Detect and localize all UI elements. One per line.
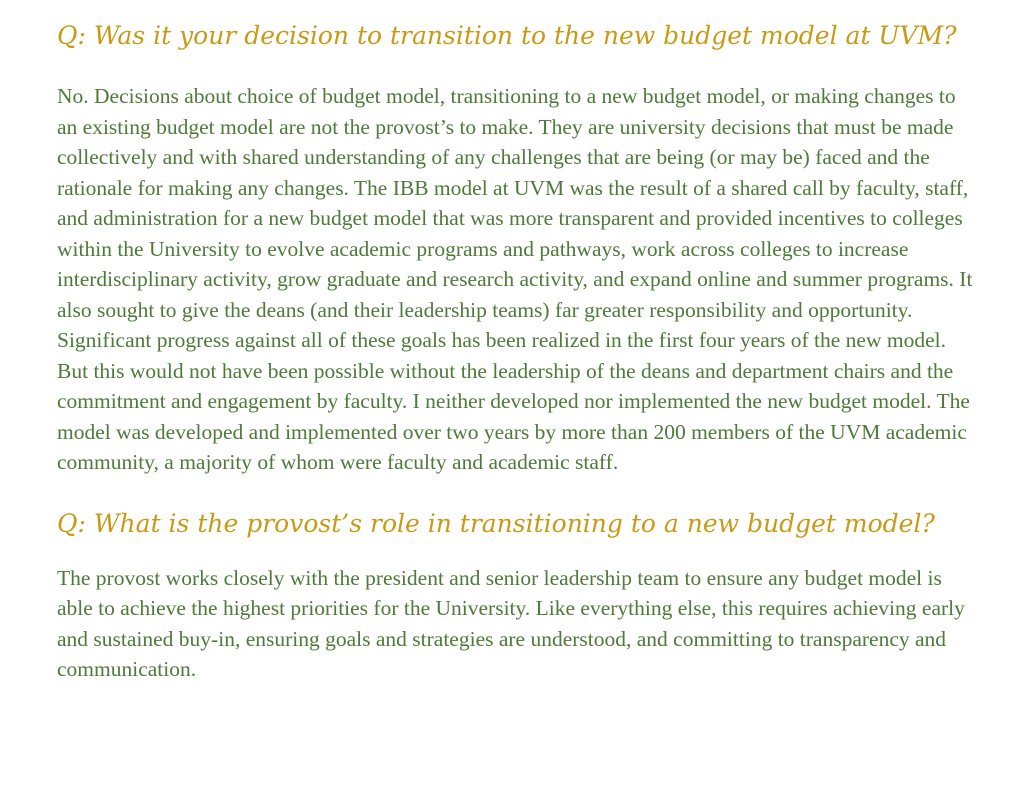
faq-answer-1: No. Decisions about choice of budget model, transitioning to a new budget model, or making changes to an existing budget model are not the provost’s to make. They are university decisions that must be made collectively and with shared understanding of any challenges that are being (or may be) faced and the rationale for making any changes. The IBB model at UVM was the result of a shared call by faculty, staff, and administration for a new budget model that was more transparent and provided incentives to colleges within the University to evolve academic programs and pathways, work across colleges to increase interdisciplinary activity, grow graduate and research activity, and expand online and summer programs. It also sought to give the deans (and their leadership teams) far greater responsibility and opportunity. Significant progress against all of these goals has been realized in the first four years of the new model. But this would not have been possible without the leadership of the deans and department chairs and the commitment and engagement by faculty. I neither developed nor implemented the new budget model. The model was developed and implemented over two years by more than 200 members of the UVM academic community, a majority of whom were faculty and academic staff. [57, 84, 973, 474]
faq-answer-2: The provost works closely with the president and senior leadership team to ensure any budget model is able to achieve the highest priorities for the University. Like everything else, this requires achieving early and sustained buy-in, ensuring goals and strategies are understood, and committing to transparency and communication. [57, 565, 965, 681]
faq-document [57, 14, 977, 685]
faq-question-2: Q: What is the provost’s role in transitioning to a new budget model? [57, 508, 935, 538]
faq-question-1: Q: Was it your decision to transition to the new budget model at UVM? [57, 21, 957, 50]
